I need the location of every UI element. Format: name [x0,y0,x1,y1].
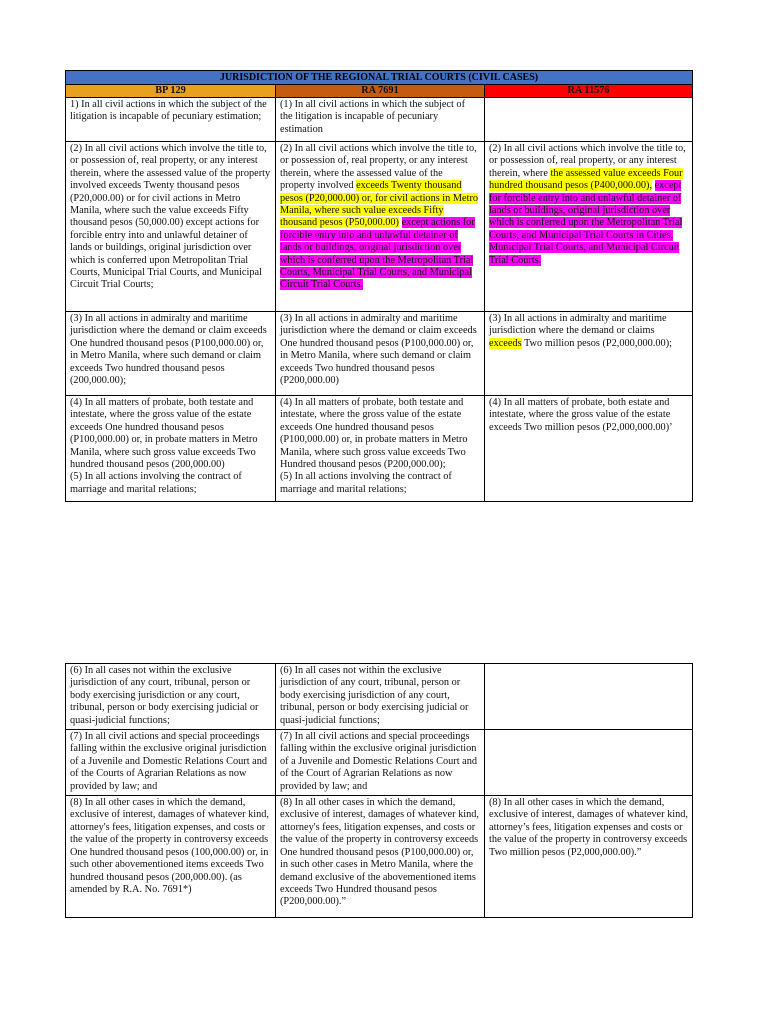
cell-bp129-7: (7) In all civil actions and special proceedings falling within the exclusive original jurisdiction of a Juvenile and Domestic Relations Court and of the Courts of Agrarian Relations as now provided by law; and [66,730,276,796]
cell-bp129-2: (2) In all civil actions which involve the title to, or possession of, real property, or any interest therein, where the assessed value of the property involved exceeds Twenty thousand pesos (P20,000.00) or for civil actions in Metro Manila, where such the value exceeds Fifty thousand pesos (50,000.00) except actions for forcible entry into and unlawful detainer of lands or buildings, original jurisdiction over which is conferred upon Metropolitan Trial Courts, Municipal Trial Courts, and Municipal Circuit Trial Courts; [66,142,276,312]
table-row [66,312,693,396]
header-ra11576: RA 11576 [485,85,693,98]
table-row [66,730,693,796]
text-plain: (2) In all civil actions which involve the title to, or possession of, real property, or any interest therein, where the assessed value of the property involved [280,143,477,192]
text-plain: (2) In all civil actions which involve the title to, or possession of, real property, or any interest therein, where [489,143,686,179]
cell-ra11576-8: (8) In all other cases in which the demand, exclusive of interest, damages of whatever kind, attorney’s fees, litigation expenses and costs or the value of the property in controversy exceeds Two million pesos (P2,000,000.00).” [485,796,693,918]
cell-ra11576-3 [485,312,693,396]
highlight-yellow: the assessed value exceeds Four hundred thousand pesos (P400,000.00), [489,167,683,192]
table-row [66,664,693,730]
cell-ra7691-4 [276,396,485,502]
cell-bp129-3: (3) In all actions in admiralty and maritime jurisdiction where the demand or claim exceeds One hundred thousand pesos (P100,000.00) or, in Metro Manila, where such demand or claim exceeds Two hundred thousand pesos (200,000.00); [66,312,276,396]
cell-ra11576-6 [485,664,693,730]
table-row [66,142,693,312]
cell-ra11576-7 [485,730,693,796]
header-ra7691: RA 7691 [276,85,485,98]
text-plain: Two million pesos (P2,000,000.00); [521,337,672,349]
item-5: (5) In all actions involving the contract of marriage and marital relations; [280,471,452,495]
table-row [66,396,693,502]
cell-ra7691-2 [276,142,485,312]
cell-bp129-1: 1) In all civil actions in which the subject of the litigation is incapable of pecuniary estimation; [66,98,276,142]
item-5: (5) In all actions involving the contract of marriage and marital relations; [70,471,242,495]
item-4: (4) In all matters of probate, both testate and intestate, where the gross value of the estate exceeds One hundred thousand pesos (P100,000.00) or, in probate matters in Metro Manila, where such gross value exceeds Two hundred thousand pesos (200,000.00) [70,397,258,471]
cell-ra11576-4: (4) In all matters of probate, both estate and intestate, where the gross value of the estate exceeds Two million pesos (P2,000,000.00)’ [485,396,693,502]
text-plain: (3) In all actions in admiralty and maritime jurisdiction where the demand or claims [489,313,667,337]
table-row [66,98,693,142]
highlight-magenta: except for forcible entry into and unlawful detainer of lands or buildings, original jurisdiction over which is conferred upon the Metropolitan Trial Courts, and Municipal Trial Courts in Cities, Municipal Trial Courts, and Municipal Circuit Trial Courts. [489,180,683,266]
cell-ra7691-1: (1) In all civil actions in which the subject of the litigation is incapable of pecuniary estimation [276,98,485,142]
table-row [66,796,693,918]
cell-ra7691-8: (8) In all other cases in which the demand, exclusive of interest, damages of whatever kind, attorney's fees, litigation expenses, and costs or the value of the property in controversy exceeds One hundred thousand pesos (P100,000.00) or, in such other cases in Metro Manila, where the demand exclusive of the abovementioned items exceeds Two Hundred thousand pesos (P200,000.00).” [276,796,485,918]
highlight-magenta: except actions for forcible entry into and unlawful detainer of lands or buildings, original jurisdiction over which is conferred upon the Metropolitan Trial Courts, Municipal Trial Courts, and Municipal Circuit Trial Courts. [280,217,475,291]
item-4: (4) In all matters of probate, both testate and intestate, where the gross value of the estate exceeds One hundred thousand pesos (P100,000.00) or, in probate matters in Metro Manila, where such gross value exceeds Two Hundred thousand pesos (P200,000.00); [280,397,468,471]
cell-ra7691-3: (3) In all actions in admiralty and maritime jurisdiction where the demand or claim exceeds One hundred thousand pesos (P100,000.00) or, in Metro Manila, where such demand or claim exceeds Two hundred thousand pesos (P200,000.00) [276,312,485,396]
highlight-yellow: exceeds [489,337,522,349]
jurisdiction-table-part-1 [65,70,693,502]
cell-ra7691-7: (7) In all civil actions and special proceedings falling within the exclusive original jurisdiction of a Juvenile and Domestic Relations Court and of the Court of Agrarian Relations as now provided by law; and [276,730,485,796]
highlight-yellow: exceeds Twenty thousand pesos (P20,000.00) or, for civil actions in Metro Manila, where such value exceeds Fifty thousand pesos (P50,000.00) [280,180,479,229]
cell-ra11576-2 [485,142,693,312]
cell-bp129-6: (6) In all cases not within the exclusive jurisdiction of any court, tribunal, person or body exercising jurisdiction or any court, tribunal, person or body exercising judicial or quasi-judicial functions; [66,664,276,730]
cell-ra11576-1 [485,98,693,142]
cell-ra7691-6: (6) In all cases not within the exclusive jurisdiction of any court, tribunal, person or body exercising jurisdiction of any court, tribunal, person or body exercising judicial or quasi-judicial functions; [276,664,485,730]
cell-bp129-4 [66,396,276,502]
jurisdiction-table-part-2 [65,663,693,918]
cell-bp129-8: (8) In all other cases in which the demand, exclusive of interest, damages of whatever kind, attorney's fees, litigation expenses, and costs or the value of the property in controversy exceeds One hundred thousand pesos (100,000.00) or, in such other abovementioned items exceeds Two hundred thousand pesos (200,000.00). (as amended by R.A. No. 7691*) [66,796,276,918]
table-title: JURISDICTION OF THE REGIONAL TRIAL COURTS (CIVIL CASES) [66,71,693,85]
header-bp129: BP 129 [66,85,276,98]
